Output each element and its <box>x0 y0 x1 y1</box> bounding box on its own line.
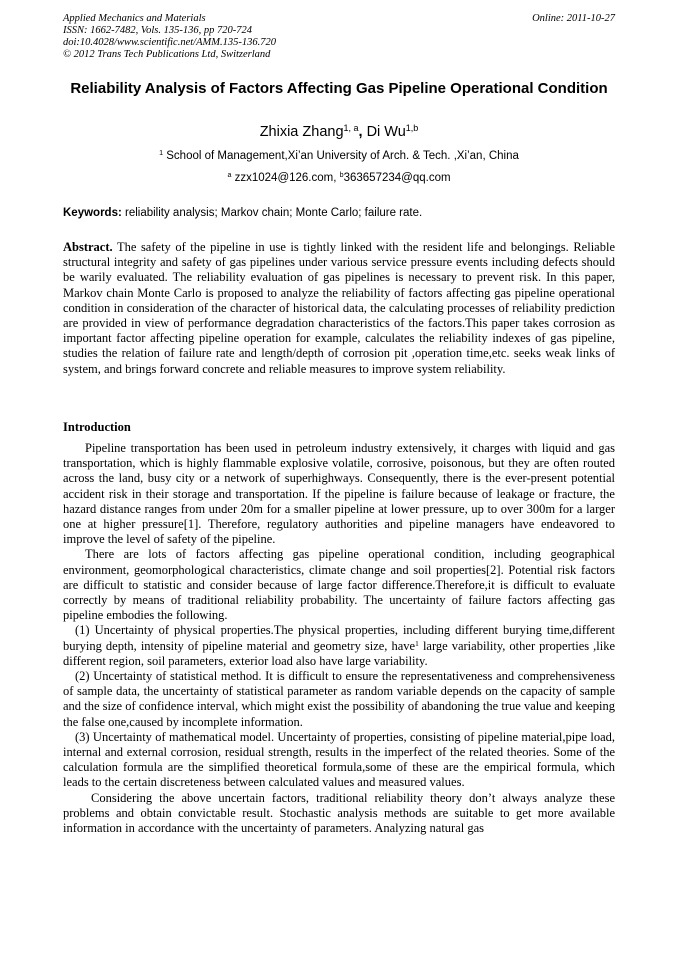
keywords-text: reliability analysis; Markov chain; Monte Carlo; failure rate. <box>121 207 423 219</box>
online-date: Online: 2011-10-27 <box>532 13 615 24</box>
introduction-heading: Introduction <box>63 420 131 434</box>
introduction-body <box>63 441 615 836</box>
email-b: 363657234@qq.com <box>343 172 451 184</box>
uncertainty-item-2: (2) Uncertainty of statistical method. It is difficult to ensure the representativeness and comprehensiveness of sample data, the uncertainty of statistical parameter as random variable depends on the capacity of sample and the size of confidence interval, which might exist the possibility of abandoning the true value and keeping the false one,caused by incomplete information. <box>63 669 615 729</box>
uncertainty-item-1-ref: 1 <box>415 638 419 648</box>
affiliation-mark: 1 <box>159 149 164 158</box>
intro-paragraph-3: Considering the above uncertain factors, traditional reliability theory don’t always analyze these problems and obtain convictable result. Stochastic analysis methods are suitable to get more available information in accordance with the uncertainty of parameters. Analyzing natural gas <box>63 790 615 836</box>
uncertainty-item-3: (3) Uncertainty of mathematical model. Uncertainty of properties, consisting of pipeline material,pipe load, internal and external corrosion, residual strength, results in the imperfect of the related theories. Some of the calculation formula are the simplified theoretical formula,some of these are the empirical formula, which leads to the certain discreteness between calculated values and measured values. <box>63 729 615 790</box>
email-a: zzx1024@126.com, <box>231 172 340 184</box>
affiliation-text: School of Management,Xi’an University of Arch. & Tech. ,Xi’an, China <box>163 150 519 162</box>
author-line <box>63 123 615 141</box>
author-2-affiliation-mark: 1,b <box>405 123 419 134</box>
affiliation-line <box>63 149 615 164</box>
email-line <box>63 171 615 186</box>
abstract-label: Abstract. <box>63 240 113 254</box>
email-a-mark: a <box>227 171 232 180</box>
abstract-text: The safety of the pipeline in use is tightly linked with the resident life and belongings. Reliable structural integrity and safety of gas pipelines under various service pressure events including defects should be warily evaluated. The reliability evaluation of gas pipelines is necessary to prevent risk. In this paper, Markov chain Monte Carlo is proposed to analyze the reliability of factors affecting gas pipeline operational condition in consideration of the character of historical data, the calculating processes of reliability prediction are provided in view of performance degradation characteristics of the factors.This paper takes corrosion as important factor affecting pipeline operation for example, calculates the reliability indexes of gas pipeline, studies the relation of failure rate and length/depth of corrosion pit ,operation time,etc. seeks weak links of system, and brings forward concrete and reliable measures to improve system reliability. <box>63 240 615 376</box>
author-2-name: Di Wu <box>366 124 406 140</box>
journal-header <box>63 13 615 61</box>
author-1-name: Zhixia Zhang <box>259 124 344 140</box>
uncertainty-item-1-text-b: large variability, other properties ,like different region, soil parameters, exterior load also have large variability. <box>63 638 615 668</box>
uncertainty-item-1 <box>63 623 615 669</box>
abstract-paragraph <box>63 240 615 377</box>
paper-title: Reliability Analysis of Factors Affecting Gas Pipeline Operational Condition <box>70 80 608 97</box>
keywords-line <box>63 206 615 221</box>
doi-line: doi:10.4028/www.scientific.net/AMM.135-136.720 <box>63 37 276 48</box>
intro-paragraph-1: Pipeline transportation has been used in petroleum industry extensively, it charges with liquid and gas transportation, which is highly flammable explosive volatile, corrosive, poisonous, but they are often routed across the land, busy city or a network of superhighways. Consequently, there is the ever-present potential accident risk in their storage and transportation. If the pipeline is failure because of leakage or fracture, the hazard distance ranges from under 20m for a smaller pipeline at lower pressure, up to over 300m for a larger one at higher pressure[1]. Therefore, regulatory authorities and pipeline managers have endeavored to improve the level of safety of the pipeline. <box>63 441 615 547</box>
intro-paragraph-2: There are lots of factors affecting gas pipeline operational condition, including geographical environment, geomorphological characteristics, climate change and soil properties[2]. Potential risk factors are difficult to statistic and consider because of large factor difference.Therefore,it is difficult to evaluate correctly by means of traditional reliability probability. The uncertainty of failure factors affecting gas pipeline embodies the following. <box>63 547 615 623</box>
copyright-line: © 2012 Trans Tech Publications Ltd, Switzerland <box>63 49 271 60</box>
issn-line: ISSN: 1662-7482, Vols. 135-136, pp 720-724 <box>63 25 252 36</box>
keywords-label: Keywords: <box>63 207 122 219</box>
email-b-mark: b <box>339 171 344 180</box>
author-1-affiliation-mark: 1, a <box>343 123 359 134</box>
uncertainty-item-1-text-a: (1) Uncertainty of physical properties.The physical properties, including different burying time,different burying depth, intensity of pipeline material and geometry size, have <box>63 623 615 653</box>
author-separator: , <box>358 124 367 140</box>
journal-name: Applied Mechanics and Materials <box>63 13 206 24</box>
